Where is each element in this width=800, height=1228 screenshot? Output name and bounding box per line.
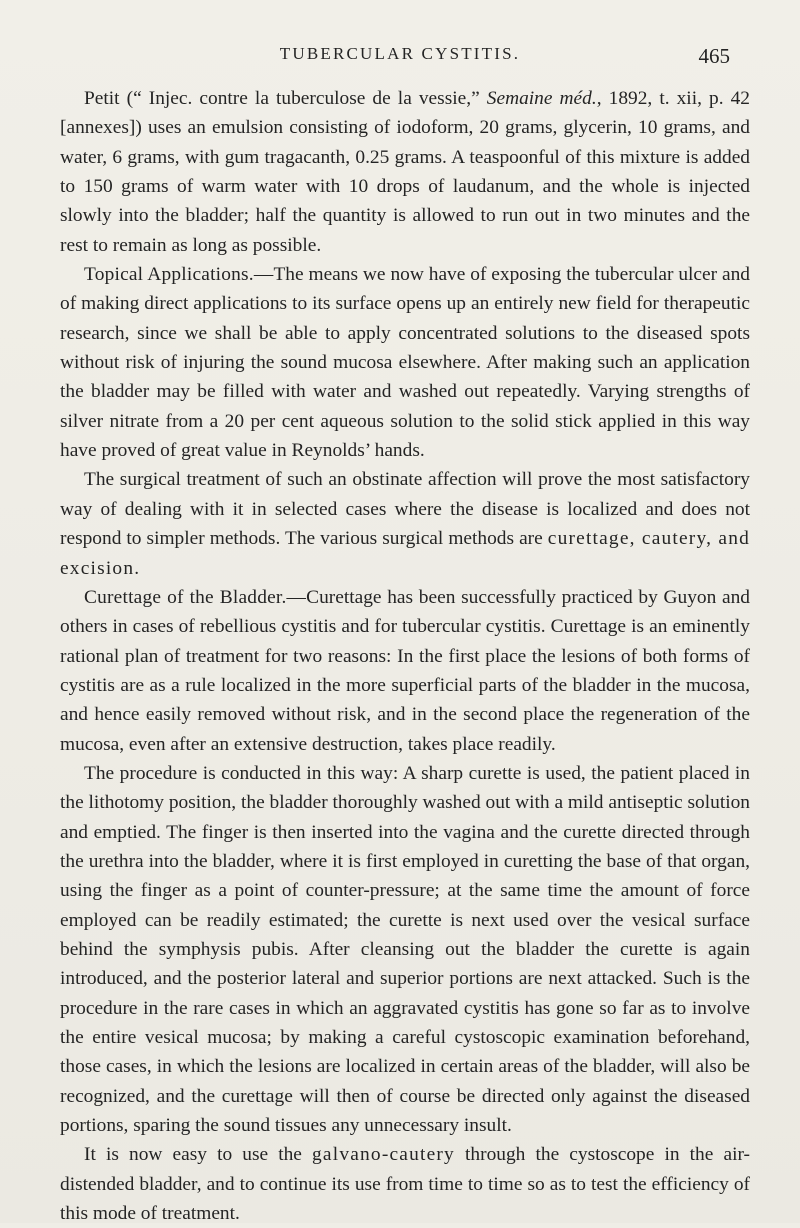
paragraph-text: The procedure is conducted in this way: A sharp curette is used, the patient placed in the lithotomy position, the bladder thoroughly washed out with a mild antiseptic solution and emptied. The finger is then inserted into the vagina and the curette directed through the urethra into the bladder, where it is first employed in curetting the base of that organ, using the finger as a point of counter-pressure; at the same time the amount of force employed can be readily estimated; the curette is next used over the vesical surface behind the symphysis pubis. After cleansing out the bladder the curette is again introduced, and the posterior lateral and superior portions are next attacked. Such is the procedure in the rare cases in which an aggravated cystitis has gone so far as to involve the entire vesical mucosa; by making a careful cystoscopic examination beforehand, those cases, in which the lesions are localized in certain areas of the bladder, will also be recognized, and the curettage will then of course be directed only against the diseased portions, sparing the sound tissues any unnecessary insult.: [60, 762, 750, 1137]
journal-title: Semaine méd.: [486, 88, 597, 109]
page-header: [60, 44, 740, 74]
paragraph-curettage: [60, 583, 750, 759]
body-text: [60, 84, 750, 1228]
paragraph-procedure: [60, 759, 750, 1140]
paragraph-galvano-cautery: [60, 1140, 750, 1228]
galvano-cautery-term: galvano-cautery: [312, 1144, 455, 1166]
paragraph-surgical-treatment: [60, 465, 750, 582]
section-heading-curettage: Curettage of the Bladder.—: [84, 586, 307, 608]
paragraph-petit-emulsion: [60, 84, 750, 260]
paragraph-text: through the cystoscope in the air-distended bladder, and to continue its use from time to time so as to test the efficiency of this mode of treatment.: [60, 1144, 750, 1225]
section-heading-topical-applications: Topical Applications.—: [84, 264, 274, 286]
paragraph-text: The surgical treatment of such an obstinate affection will prove the most satisfactory way of dealing with it in selected cases where the disease is localized and does not respond to simpler methods. The various surgical methods are: [60, 469, 750, 550]
running-title: TUBERCULAR CYSTITIS.: [279, 44, 521, 63]
page-number: 465: [698, 44, 730, 68]
paragraph-text: The means we now have of exposing the tubercular ulcer and of making direct applications to its surface opens up an entirely new field for therapeutic research, since we shall be able to apply concentrated solutions to the diseased spots without risk of injuring the sound mucosa elsewhere. After making such an application the bladder may be filled with water and washed out repeatedly. Varying strengths of silver nitrate from a 20 per cent aqueous solution to the solid stick applied in this way have proved of great value in Reynolds’ hands.: [60, 264, 750, 462]
paragraph-text-before: It is now easy to use the: [84, 1144, 313, 1166]
paragraph-topical-applications: [60, 260, 750, 465]
paragraph-text: Petit (“ Injec. contre la tuberculose de la vessie,” Semaine méd., 1892, t. xii, p. 42 [annexes]) uses an emulsion consisting of iodoform, 20 grams, glycerin, 10 grams, and water, 6 grams, with gum tragacanth, 0.25 grams. A teaspoonful of this mixture is added to 150 grams of warm water with 10 drops of laudanum, and the whole is injected slowly into the bladder; half the quantity is allowed to run out in two minutes and the rest to remain as long as possible.: [60, 88, 750, 256]
surgical-methods-list: curettage, cautery, and excision.: [60, 528, 750, 579]
paragraph-text: Curettage has been successfully practiced by Guyon and others in cases of rebellious cystitis and for tubercular cystitis. Curettage is an eminently rational plan of treatment for two reasons: In the first place the lesions of both forms of cystitis are as a rule localized in the more superficial parts of the bladder in the mucosa, and hence easily removed without risk, and in the second place the regeneration of the mucosa, even after an extensive destruction, takes place readily.: [60, 586, 751, 755]
